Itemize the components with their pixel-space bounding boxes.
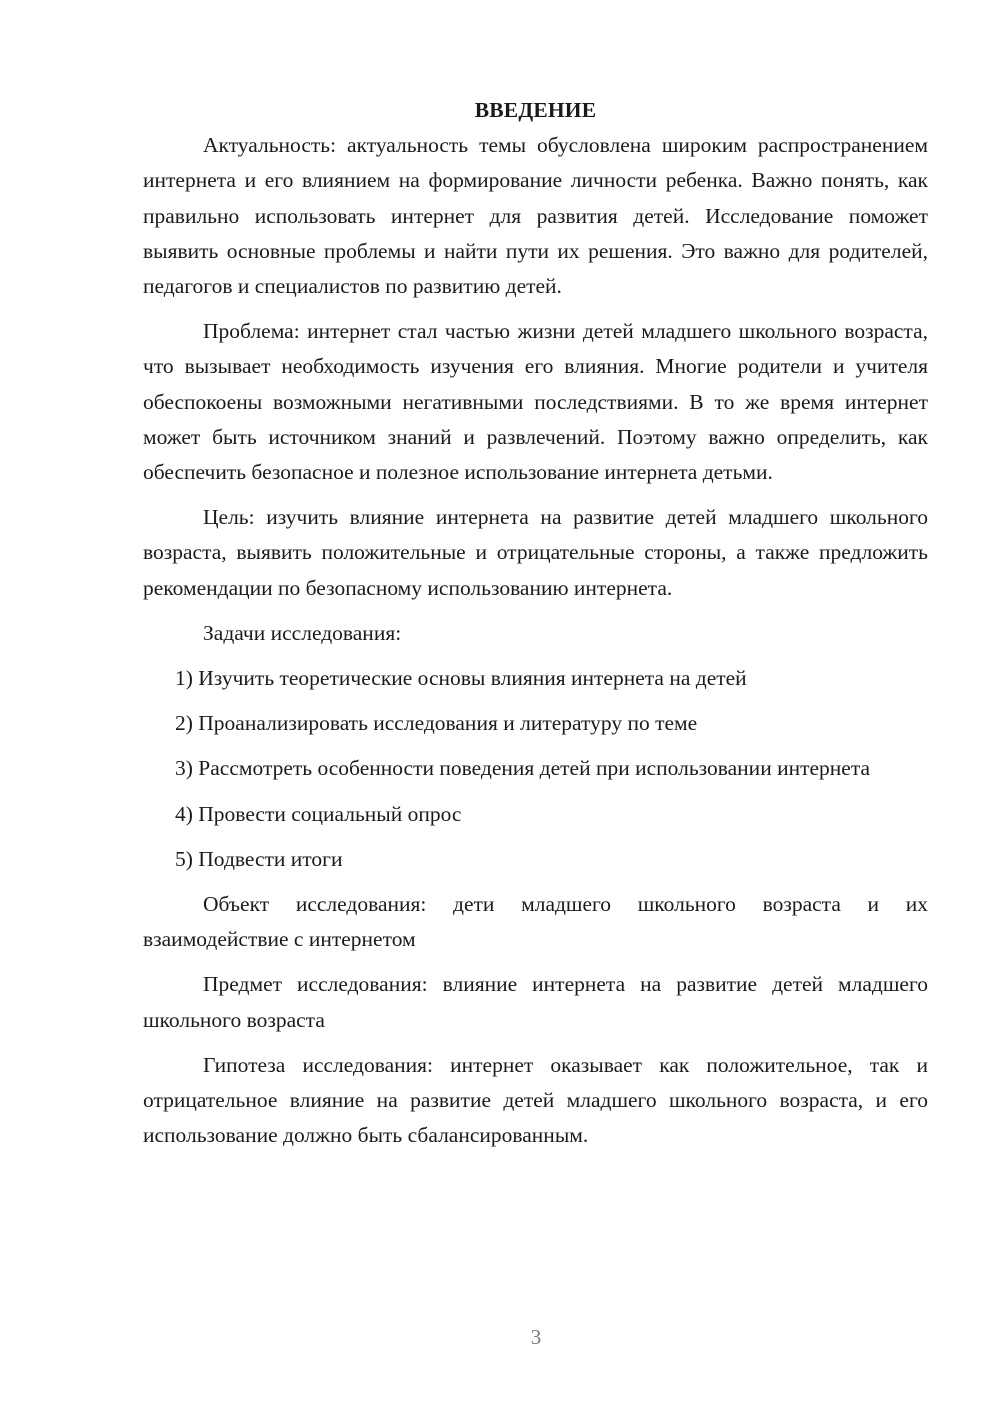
task-item: 5) Подвести итоги [175, 846, 343, 871]
page-number: 3 [530, 1325, 542, 1349]
task-item: 3) Рассмотреть особенности поведения детей при использовании интернета [175, 756, 871, 781]
page-content [143, 93, 928, 1163]
tasks-heading: Задачи исследования: [203, 620, 402, 645]
subject-paragraph: Предмет исследования: влияние интернета на развитие детей младшего школьного возраста [143, 972, 928, 1032]
relevance-paragraph: Актуальность: актуальность темы обусловлена широким распространением интернета и его влиянием на формирование личности ребенка. Важно понять, как правильно использовать интернет для развития детей. Исследование поможет выявить основные проблемы и найти пути их решения. Это важно для родителей, педагогов и специалистов по развитию детей. [143, 133, 928, 299]
task-item: 1) Изучить теоретические основы влияния интернета на детей [175, 666, 747, 691]
task-item: 2) Проанализировать исследования и литературу по теме [175, 711, 698, 736]
goal-paragraph: Цель: изучить влияние интернета на развитие детей младшего школьного возраста, выявить положительные и отрицательные стороны, а также предложить рекомендации по безопасному использованию интернета. [143, 505, 928, 600]
problem-paragraph: Проблема: интернет стал частью жизни детей младшего школьного возраста, что вызывает необходимость изучения его влияния. Многие родители и учителя обеспокоены возможными негативными последствиями. В то же время интернет может быть источником знаний и развлечений. Поэтому важно определить, как обеспечить безопасное и полезное использование интернета детьми. [143, 319, 928, 485]
hypothesis-paragraph: Гипотеза исследования: интернет оказывает как положительное, так и отрицательное влияние на развитие детей младшего школьного возраста, и его использование должно быть сбалансированным. [143, 1052, 928, 1148]
task-item: 4) Провести социальный опрос [175, 801, 462, 826]
object-paragraph: Объект исследования: дети младшего школьного возраста и их взаимодействие с интернетом [143, 892, 928, 952]
section-title: ВВЕДЕНИЕ [474, 98, 597, 122]
